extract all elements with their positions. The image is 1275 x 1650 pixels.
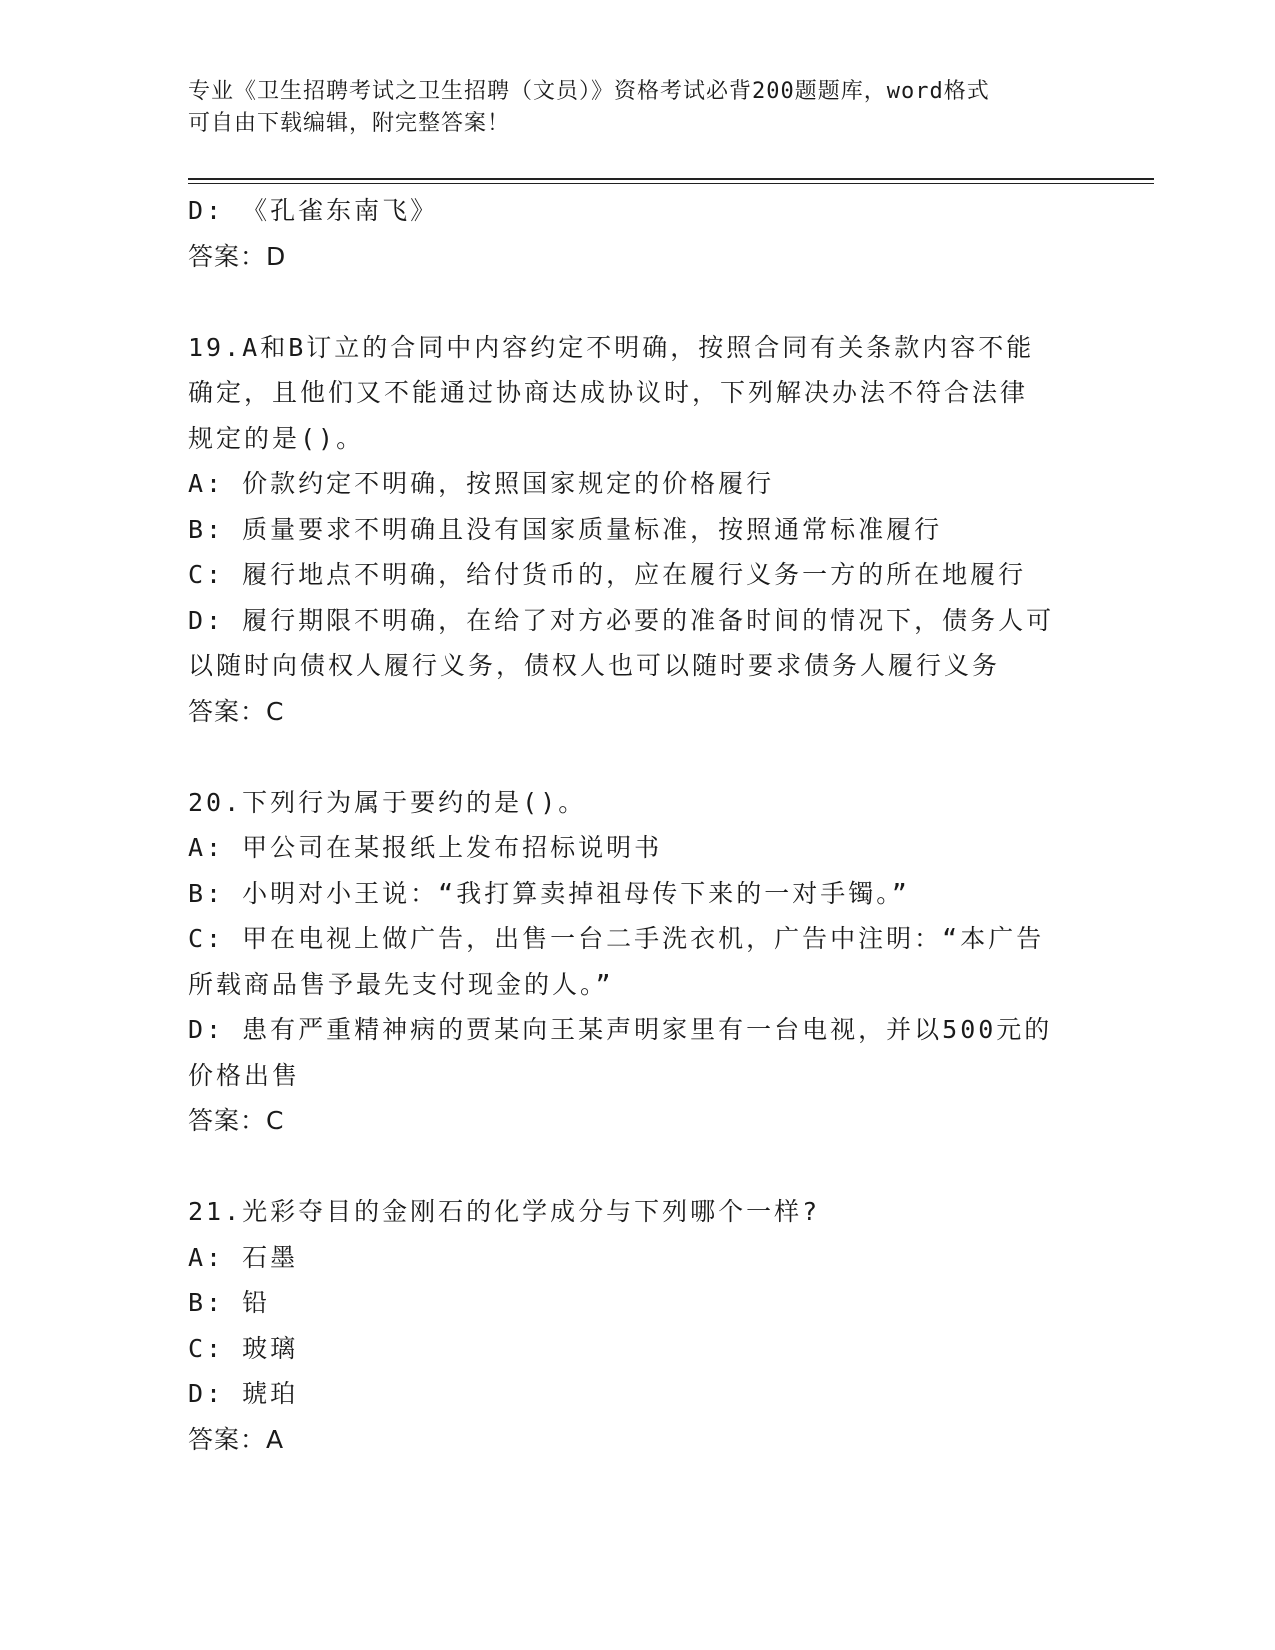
answer-line: 答案：A bbox=[188, 1424, 285, 1454]
option-a: A: 甲公司在某报纸上发布招标说明书 bbox=[188, 833, 663, 862]
spacer bbox=[188, 734, 1088, 780]
option-c: C: 履行地点不明确，给付货币的，应在履行义务一方的所在地履行 bbox=[188, 560, 1027, 589]
option-d: D: 患有严重精神病的贾某向王某声明家里有一台电视，并以500元的 bbox=[188, 1015, 1053, 1044]
header-line-1: 专业《卫生招聘考试之卫生招聘（文员）》资格考试必背200题题库，word格式 bbox=[188, 79, 990, 104]
question-text-line: 21.光彩夺目的金刚石的化学成分与下列哪个一样? bbox=[188, 1197, 821, 1226]
question-21 bbox=[188, 1189, 1088, 1462]
option-d: D: 《孔雀东南飞》 bbox=[188, 196, 439, 225]
option-c-continued: 所载商品售予最先支付现金的人。” bbox=[188, 969, 614, 999]
question-text-line: 19.A和B订立的合同中内容约定不明确，按照合同有关条款内容不能 bbox=[188, 332, 1035, 362]
question-19 bbox=[188, 325, 1088, 735]
answer-line: 答案：D bbox=[188, 241, 287, 271]
option-d-continued: 以随时向债权人履行义务，债权人也可以随时要求债务人履行义务 bbox=[188, 651, 1001, 680]
option-a: A: 石墨 bbox=[188, 1242, 299, 1272]
option-d: D: 履行期限不明确，在给了对方必要的准备时间的情况下，债务人可 bbox=[188, 605, 1055, 635]
option-b: B: 铅 bbox=[188, 1288, 271, 1317]
option-b: B: 质量要求不明确且没有国家质量标准，按照通常标准履行 bbox=[188, 514, 943, 544]
spacer bbox=[188, 1144, 1088, 1190]
option-c: C: 玻璃 bbox=[188, 1333, 299, 1363]
header-divider-thin bbox=[188, 183, 1154, 184]
option-c: C: 甲在电视上做广告，出售一台二手洗衣机，广告中注明：“本广告 bbox=[188, 924, 1045, 953]
question-20 bbox=[188, 780, 1088, 1144]
spacer bbox=[188, 279, 1088, 325]
option-b: B: 小明对小王说：“我打算卖掉祖母传下来的一对手镯。” bbox=[188, 878, 910, 908]
question-text-line: 规定的是()。 bbox=[188, 423, 365, 453]
header-divider-thick bbox=[188, 178, 1154, 180]
header-line-2: 可自由下载编辑，附完整答案！ bbox=[188, 111, 511, 136]
question-list bbox=[188, 188, 1088, 1462]
option-a: A: 价款约定不明确，按照国家规定的价格履行 bbox=[188, 469, 775, 498]
document-header bbox=[188, 76, 1068, 140]
answer-line: 答案：C bbox=[188, 696, 285, 726]
option-d: D: 琥珀 bbox=[188, 1379, 299, 1408]
answer-line: 答案：C bbox=[188, 1106, 285, 1135]
option-d-continued: 价格出售 bbox=[188, 1060, 301, 1090]
question-text-line: 20.下列行为属于要约的是()。 bbox=[188, 787, 587, 817]
question-text-line: 确定，且他们又不能通过协商达成协议时，下列解决办法不符合法律 bbox=[188, 378, 1029, 407]
question-18-tail bbox=[188, 188, 1088, 279]
